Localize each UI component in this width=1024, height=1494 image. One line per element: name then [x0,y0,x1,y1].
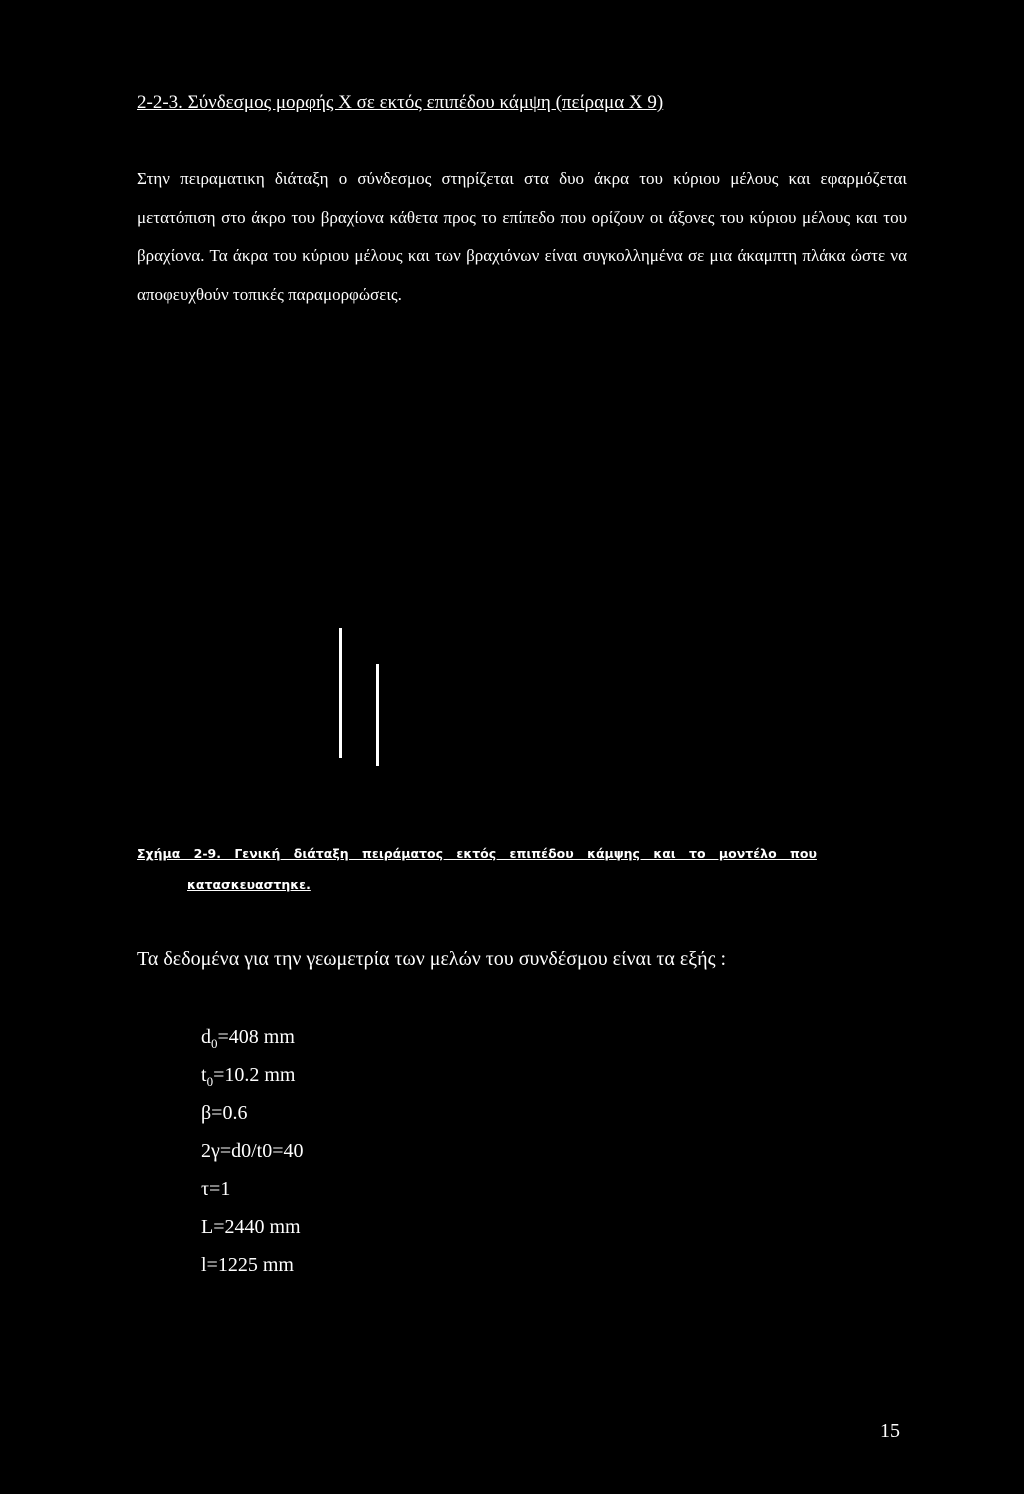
param-gamma: 2γ=d0/t0=40 [201,1140,304,1162]
param-tau: τ=1 [201,1178,231,1200]
figure-line-left [339,628,342,758]
param-l: l=1225 mm [201,1254,294,1276]
page-number: 15 [880,1420,900,1442]
body-paragraph: Στην πειραματικη διάταξη ο σύνδεσμος στηρίζεται στα δυο άκρα του κύριου μέλους και εφαρμόζεται μετατόπιση στο άκρο του βραχίονα κάθετα προς το επίπεδο που ορίζουν οι άξονες του κύριου μέλους και του βραχίονα. Τα άκρα του κύριου μέλους και των βραχιόνων είναι συγκολλημένα σε μια άκαμπτη πλάκα ώστε να αποφευχθούν τοπικές παραμορφώσεις. [137,169,907,304]
section-heading: 2-2-3. Σύνδεσμος μορφής Χ σε εκτός επιπέδου κάμψη (πείραμα Χ 9) [137,92,664,113]
figure-caption-line-1: Σχήμα 2-9. Γενική διάταξη πειράματος εκτός επιπέδου κάμψης και το μοντέλο που [137,846,817,861]
param-d0: $d_0=408$ mm [201,1026,295,1051]
param-beta: β=0.6 [201,1102,248,1124]
figure-2-9-image [330,628,390,768]
figure-caption-line-2: κατασκευαστηκε. [187,877,311,892]
geometry-intro: Τα δεδομένα για την γεωμετρία των μελών του συνδέσμου είναι τα εξής : [137,948,727,970]
param-t0: $t_0=10.2$ mm [201,1064,296,1089]
figure-caption [137,838,907,900]
figure-line-right [376,664,379,766]
geometry-parameter-list [201,1022,304,1288]
param-L: L=2440 mm [201,1216,301,1238]
